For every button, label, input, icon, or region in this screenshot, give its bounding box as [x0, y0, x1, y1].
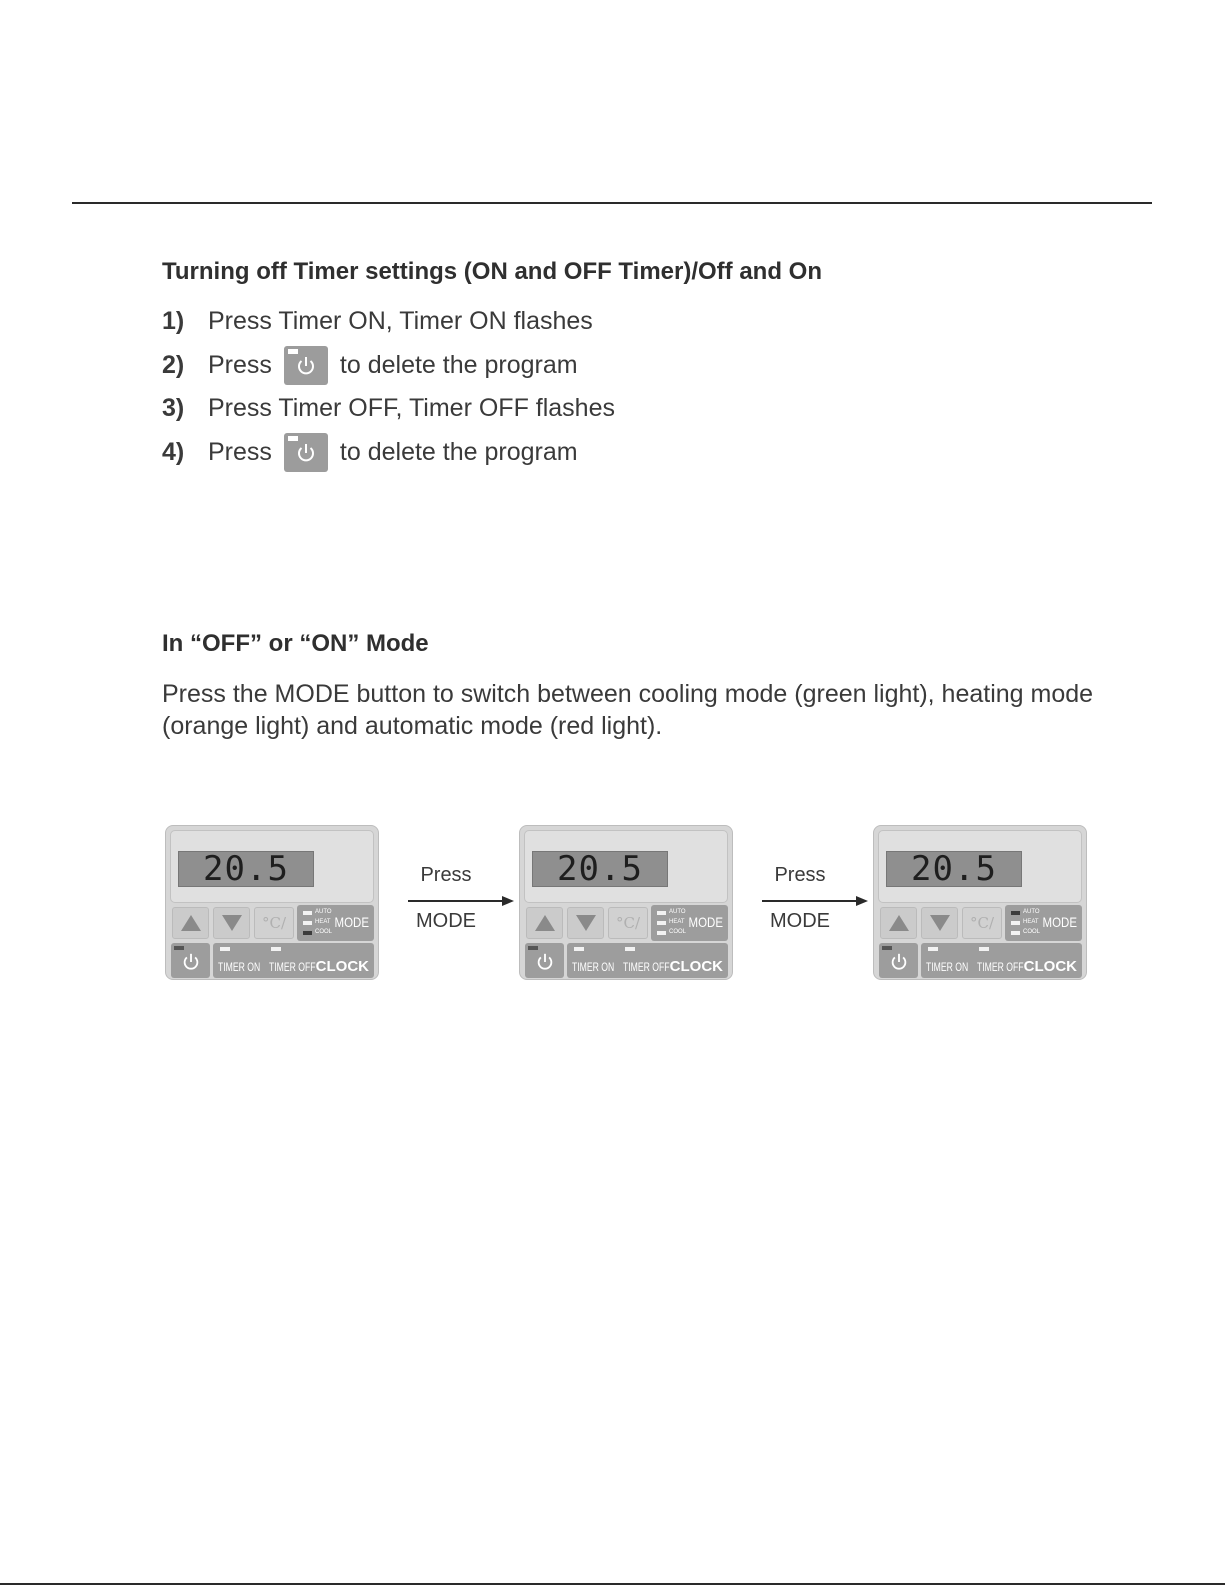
mode-led-auto: [1011, 911, 1020, 915]
clock-button[interactable]: CLOCK: [669, 958, 723, 975]
arrow-down-icon: [930, 915, 950, 931]
power-button[interactable]: [171, 943, 210, 978]
mode-led-cool: [303, 931, 312, 935]
power-icon: [535, 952, 555, 972]
unit-toggle-button[interactable]: °C/: [608, 907, 648, 939]
timer-on-button[interactable]: TIMER ON: [572, 960, 615, 974]
step-text: Press: [208, 350, 272, 379]
step-list: [162, 300, 615, 474]
timer-clock-buttons: [567, 943, 728, 978]
step-text-after: to delete the program: [339, 350, 578, 379]
step-text: Press Timer ON, Timer ON flashes: [208, 307, 593, 336]
arrow-up-icon: [181, 915, 201, 931]
display-area: [170, 830, 374, 903]
mode-button[interactable]: AUTO HEAT COOL MODE: [651, 905, 728, 941]
step-number: 1): [162, 307, 185, 336]
arrow-label-top: Press: [774, 864, 826, 886]
step-number: 3): [162, 394, 185, 423]
mode-label: MODE: [688, 914, 723, 930]
control-panel-1: [165, 825, 379, 980]
arrow-up-icon: [535, 915, 555, 931]
timer-clock-buttons: [921, 943, 1082, 978]
mode-label: MODE: [1042, 914, 1077, 930]
mode-led-auto: [657, 911, 666, 915]
arrow-label-bottom: MODE: [770, 910, 830, 932]
power-button[interactable]: [525, 943, 564, 978]
timer-off-button[interactable]: TIMER OFF: [623, 960, 670, 974]
press-mode-arrow-2: [752, 858, 870, 942]
timer-on-button[interactable]: TIMER ON: [926, 960, 969, 974]
section-heading-timer-off: Turning off Timer settings (ON and OFF Timer)/Off and On: [162, 258, 822, 285]
arrow-label-bottom: MODE: [416, 910, 476, 932]
mode-button[interactable]: AUTO HEAT COOL MODE: [1005, 905, 1082, 941]
arrow-right-icon: [752, 894, 870, 908]
unit-toggle-button[interactable]: °C/: [962, 907, 1002, 939]
mode-led-heat: [303, 921, 312, 925]
step-4: [162, 431, 615, 475]
lcd-display: 20.5: [532, 851, 668, 887]
mode-led-cool: [657, 931, 666, 935]
down-button[interactable]: [213, 907, 250, 939]
top-rule: [72, 202, 1152, 204]
step-text: Press: [208, 437, 272, 466]
arrow-down-icon: [222, 915, 242, 931]
power-icon: [284, 346, 328, 385]
power-icon: [889, 952, 909, 972]
mode-led-cool: [1011, 931, 1020, 935]
step-number: 4): [162, 437, 185, 466]
up-button[interactable]: [526, 907, 563, 939]
up-button[interactable]: [172, 907, 209, 939]
step-1: [162, 300, 615, 344]
control-panel-2: [519, 825, 733, 980]
mode-button[interactable]: AUTO HEAT COOL MODE: [297, 905, 374, 941]
timer-off-button[interactable]: TIMER OFF: [977, 960, 1024, 974]
unit-toggle-button[interactable]: °C/: [254, 907, 294, 939]
timer-clock-buttons: [213, 943, 374, 978]
step-3: [162, 387, 615, 431]
section-heading-mode: In “OFF” or “ON” Mode: [162, 630, 429, 657]
down-button[interactable]: [567, 907, 604, 939]
press-mode-arrow-1: [398, 858, 516, 942]
lcd-display: 20.5: [178, 851, 314, 887]
clock-button[interactable]: CLOCK: [315, 958, 369, 975]
step-text: Press Timer OFF, Timer OFF flashes: [208, 394, 615, 423]
timer-off-button[interactable]: TIMER OFF: [269, 960, 316, 974]
up-button[interactable]: [880, 907, 917, 939]
mode-led-heat: [1011, 921, 1020, 925]
mode-led-auto: [303, 911, 312, 915]
timer-on-button[interactable]: TIMER ON: [218, 960, 261, 974]
control-panel-3: [873, 825, 1087, 980]
down-button[interactable]: [921, 907, 958, 939]
mode-description: Press the MODE button to switch between cooling mode (green light), heating mode (orange light) and automatic mode (red light).: [162, 680, 1094, 740]
arrow-label-top: Press: [420, 864, 472, 886]
power-button[interactable]: [879, 943, 918, 978]
clock-button[interactable]: CLOCK: [1023, 958, 1077, 975]
display-area: [878, 830, 1082, 903]
lcd-display: 20.5: [886, 851, 1022, 887]
arrow-up-icon: [889, 915, 909, 931]
step-2: [162, 344, 615, 388]
power-icon: [181, 952, 201, 972]
mode-label: MODE: [334, 914, 369, 930]
display-area: [524, 830, 728, 903]
arrow-down-icon: [576, 915, 596, 931]
step-text-after: to delete the program: [339, 437, 578, 466]
arrow-right-icon: [398, 894, 516, 908]
power-icon: [284, 433, 328, 472]
step-number: 2): [162, 350, 185, 379]
mode-led-heat: [657, 921, 666, 925]
